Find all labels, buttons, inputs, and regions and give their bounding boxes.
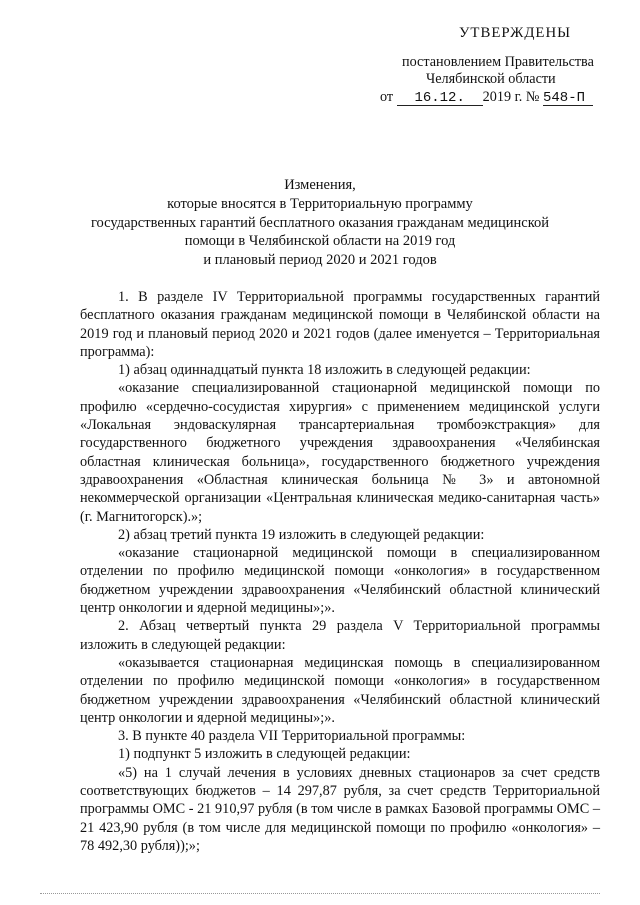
approval-line-2: Челябинской области bbox=[426, 71, 556, 87]
document-title bbox=[40, 176, 600, 270]
approval-stamp bbox=[380, 25, 620, 106]
paragraph: 1) абзац одиннадцатый пункта 18 изложить в следующей редакции: bbox=[118, 362, 531, 379]
number-label: № bbox=[525, 88, 540, 105]
title-line: которые вносятся в Территориальную программу bbox=[167, 195, 473, 212]
title-line: помощи в Челябинской области на 2019 год bbox=[184, 233, 456, 250]
paragraph: 2. Абзац четвертый пункта 29 раздела V Территориальной программы изложить в следующей редакции: bbox=[80, 618, 600, 653]
document-body bbox=[80, 288, 600, 855]
paragraph: 1) подпункт 5 изложить в следующей редакции: bbox=[118, 746, 411, 763]
from-label: от bbox=[380, 88, 394, 105]
title-line: Изменения, bbox=[284, 177, 356, 193]
title-line: государственных гарантий бесплатного оказания гражданам медицинской bbox=[90, 214, 550, 231]
approval-heading: УТВЕРЖДЕНЫ bbox=[458, 25, 572, 41]
paragraph: 2) абзац третий пункта 19 изложить в следующей редакции: bbox=[118, 526, 485, 543]
approval-line-1: постановлением Правительства bbox=[402, 53, 594, 70]
paragraph: 1. В разделе IV Территориальной программы государственных гарантий бесплатного оказания гражданам медицинской помощи в Челябинской области на 2019 год и плановый период 2020 и 2021 годов (далее именуется – Территориальная программа): bbox=[80, 289, 600, 360]
handwritten-date: 16.12. bbox=[397, 91, 483, 106]
handwritten-number: 548-П bbox=[543, 91, 593, 106]
year-text: 2019 г. bbox=[482, 88, 523, 105]
scan-edge-line bbox=[40, 893, 600, 894]
paragraph: «оказание стационарной медицинской помощи в специализированном отделении по профилю медицинской помощи «онкология» в государственном бюджетном учреждении здравоохранения «Челябинский областной клинический центр онкологии и ядерной медицины»;». bbox=[80, 545, 600, 617]
paragraph: «5) на 1 случай лечения в условиях дневных стационаров за счет средств соответствующих бюджетов – 14 297,87 рубля, за счет средств Территориальной программы ОМС - 21 910,97 рубля (в том числе в рамках Базовой программы ОМС – 21 423,90 рубля (в том числе для медицинской помощи по профилю «онкология» – 78 492,30 рубля));»; bbox=[80, 764, 600, 854]
paragraph: 3. В пункте 40 раздела VII Территориальной программы: bbox=[118, 728, 466, 745]
paragraph: «оказывается стационарная медицинская помощь в специализированном отделении по профилю медицинской помощи «онкология» в государственном бюджетном учреждении здравоохранения «Челябинский областной клинический центр онкологии и ядерной медицины»;». bbox=[80, 654, 600, 726]
approval-date-number bbox=[380, 89, 620, 107]
paragraph: «оказание специализированной стационарной медицинской помощи по профилю «сердечно-сосудистая хирургия» с применением медицинской услуги «Локальная эндоваскулярная трансартериальная тромбоэкстракция» для государственного бюджетного учреждения здравоохранения «Челябинская областная клиническая больница», государственного бюджетного учреждения здравоохранения «Областная клиническая больница № 3» и автономной некоммерческой организации «Центральная клиническая медико-санитарная часть» (г. Магнитогорск).»; bbox=[80, 380, 600, 525]
title-line: и плановый период 2020 и 2021 годов bbox=[203, 252, 437, 269]
